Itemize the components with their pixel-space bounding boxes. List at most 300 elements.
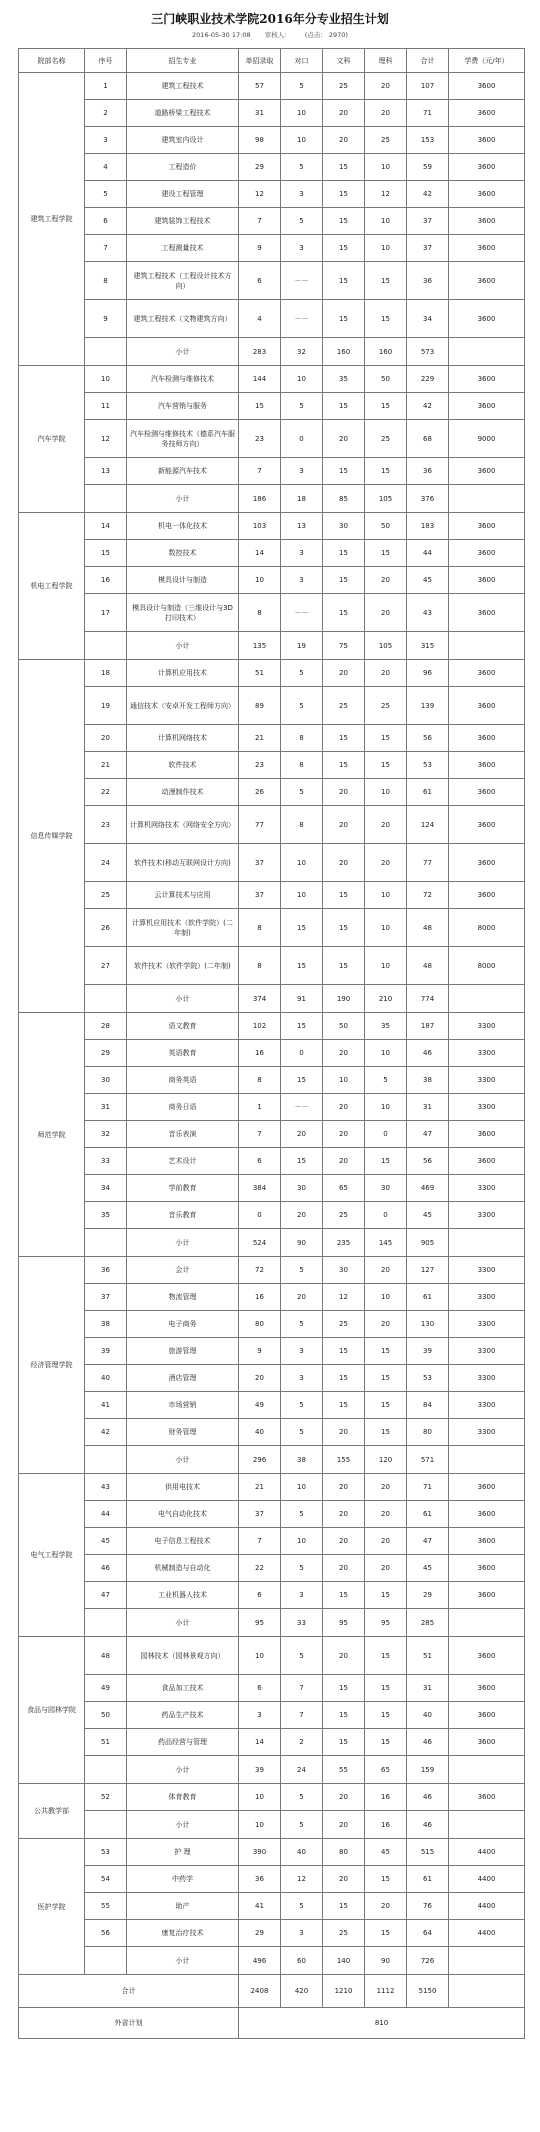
arts-cell: 15	[323, 1582, 365, 1609]
blank-cell	[85, 1609, 127, 1637]
major-cell: 助产	[127, 1893, 239, 1920]
tuition-cell: 3300	[449, 1202, 525, 1229]
vocational-cell: 20	[281, 1202, 323, 1229]
tuition-cell: 3600	[449, 366, 525, 393]
subtotal-science-cell: 16	[365, 1811, 407, 1839]
vocational-cell: 5	[281, 1784, 323, 1811]
arts-cell: 20	[323, 1637, 365, 1675]
total-cell: 130	[407, 1311, 449, 1338]
subtotal-vocational-cell: 91	[281, 985, 323, 1013]
subtotal-single-cell: 39	[239, 1756, 281, 1784]
science-cell: 20	[365, 660, 407, 687]
vocational-cell: 5	[281, 1419, 323, 1446]
seq-cell: 12	[85, 420, 127, 458]
tuition-cell: 3300	[449, 1013, 525, 1040]
major-cell: 计算机网络技术	[127, 725, 239, 752]
vocational-cell: －－	[281, 1094, 323, 1121]
tuition-cell: 9000	[449, 420, 525, 458]
science-cell: 10	[365, 779, 407, 806]
vocational-cell: 10	[281, 127, 323, 154]
major-cell: 康复治疗技术	[127, 1920, 239, 1947]
grand-total-vocational-cell: 420	[281, 1975, 323, 2008]
seq-cell: 8	[85, 262, 127, 300]
science-cell: 15	[365, 458, 407, 485]
tuition-cell: 3600	[449, 1702, 525, 1729]
subtotal-row	[19, 485, 525, 513]
table-row	[19, 208, 525, 235]
single-cell: 29	[239, 154, 281, 181]
table-row	[19, 1175, 525, 1202]
subtotal-arts-cell: 190	[323, 985, 365, 1013]
total-cell: 34	[407, 300, 449, 338]
subtotal-arts-cell: 75	[323, 632, 365, 660]
vocational-cell: 5	[281, 779, 323, 806]
major-cell: 电气自动化技术	[127, 1501, 239, 1528]
seq-cell: 19	[85, 687, 127, 725]
major-cell: 酒店管理	[127, 1365, 239, 1392]
single-cell: 8	[239, 947, 281, 985]
arts-cell: 35	[323, 366, 365, 393]
arts-cell: 15	[323, 594, 365, 632]
document-title: 三门峡职业技术学院2016年分专业招生计划	[151, 12, 389, 26]
vocational-cell: 2	[281, 1729, 323, 1756]
science-cell: 15	[365, 725, 407, 752]
college-name-cell: 电气工程学院	[19, 1474, 85, 1637]
major-cell: 软件技术(移动互联网设计方向)	[127, 844, 239, 882]
vocational-cell: 10	[281, 882, 323, 909]
vocational-cell: 40	[281, 1839, 323, 1866]
arts-cell: 15	[323, 947, 365, 985]
science-cell: 5	[365, 1067, 407, 1094]
subtotal-vocational-cell: 24	[281, 1756, 323, 1784]
tuition-cell: 3600	[449, 540, 525, 567]
seq-cell: 24	[85, 844, 127, 882]
science-cell: 20	[365, 73, 407, 100]
tuition-cell: 3300	[449, 1257, 525, 1284]
science-cell: 10	[365, 909, 407, 947]
major-cell: 机械制造与自动化	[127, 1555, 239, 1582]
science-cell: 15	[365, 1365, 407, 1392]
total-cell: 61	[407, 1501, 449, 1528]
vocational-cell: 5	[281, 1893, 323, 1920]
major-cell: 模具设计与制造	[127, 567, 239, 594]
enrollment-plan-table	[18, 48, 525, 2039]
out-of-province-value: 810	[239, 2008, 525, 2039]
subtotal-vocational-cell: 38	[281, 1446, 323, 1474]
vocational-cell: 0	[281, 420, 323, 458]
seq-cell: 29	[85, 1040, 127, 1067]
science-cell: 10	[365, 208, 407, 235]
header-vocational: 对口	[281, 49, 323, 73]
seq-cell: 7	[85, 235, 127, 262]
seq-cell: 37	[85, 1284, 127, 1311]
seq-cell: 10	[85, 366, 127, 393]
vocational-cell: 20	[281, 1284, 323, 1311]
tuition-cell: 3600	[449, 687, 525, 725]
seq-cell: 56	[85, 1920, 127, 1947]
tuition-cell: 3600	[449, 1501, 525, 1528]
major-cell: 英语教育	[127, 1040, 239, 1067]
subtotal-arts-cell: 155	[323, 1446, 365, 1474]
tuition-cell: 4400	[449, 1893, 525, 1920]
science-cell: 10	[365, 235, 407, 262]
subtotal-vocational-cell: 18	[281, 485, 323, 513]
major-cell: 市场营销	[127, 1392, 239, 1419]
total-cell: 48	[407, 909, 449, 947]
subtotal-arts-cell: 235	[323, 1229, 365, 1257]
seq-cell: 50	[85, 1702, 127, 1729]
tuition-cell: 3600	[449, 262, 525, 300]
table-row	[19, 1067, 525, 1094]
subtotal-single-cell: 524	[239, 1229, 281, 1257]
total-cell: 61	[407, 1866, 449, 1893]
science-cell: 15	[365, 300, 407, 338]
total-cell: 187	[407, 1013, 449, 1040]
total-cell: 72	[407, 882, 449, 909]
total-cell: 80	[407, 1419, 449, 1446]
science-cell: 20	[365, 1528, 407, 1555]
science-cell: 15	[365, 1582, 407, 1609]
tuition-cell: 3600	[449, 752, 525, 779]
arts-cell: 15	[323, 909, 365, 947]
total-cell: 71	[407, 100, 449, 127]
major-cell: 建筑室内设计	[127, 127, 239, 154]
seq-cell: 17	[85, 594, 127, 632]
arts-cell: 20	[323, 1555, 365, 1582]
tuition-cell: 3600	[449, 725, 525, 752]
tuition-cell: 3300	[449, 1311, 525, 1338]
table-row	[19, 1338, 525, 1365]
major-cell: 建筑工程技术	[127, 73, 239, 100]
science-cell: 20	[365, 594, 407, 632]
seq-cell: 4	[85, 154, 127, 181]
subtotal-arts-cell: 20	[323, 1811, 365, 1839]
arts-cell: 15	[323, 1338, 365, 1365]
seq-cell: 51	[85, 1729, 127, 1756]
tuition-cell: 3300	[449, 1338, 525, 1365]
tuition-cell: 8000	[449, 909, 525, 947]
tuition-cell: 3600	[449, 1148, 525, 1175]
subtotal-science-cell: 210	[365, 985, 407, 1013]
table-row	[19, 1784, 525, 1811]
table-row	[19, 1675, 525, 1702]
seq-cell: 53	[85, 1839, 127, 1866]
total-cell: 31	[407, 1675, 449, 1702]
single-cell: 6	[239, 262, 281, 300]
total-cell: 38	[407, 1067, 449, 1094]
table-row	[19, 1729, 525, 1756]
total-cell: 42	[407, 393, 449, 420]
tuition-cell: 3300	[449, 1284, 525, 1311]
table-row	[19, 1637, 525, 1675]
tuition-cell: 3600	[449, 127, 525, 154]
vocational-cell: 10	[281, 1528, 323, 1555]
tuition-cell: 3600	[449, 1555, 525, 1582]
major-cell: 音乐教育	[127, 1202, 239, 1229]
table-row	[19, 1474, 525, 1501]
seq-cell: 33	[85, 1148, 127, 1175]
total-cell: 46	[407, 1040, 449, 1067]
table-row	[19, 513, 525, 540]
subtotal-label: 小计	[127, 1811, 239, 1839]
college-name-cell: 信息传媒学院	[19, 660, 85, 1013]
subtotal-single-cell: 374	[239, 985, 281, 1013]
subtotal-science-cell: 160	[365, 338, 407, 366]
blank-cell	[449, 1947, 525, 1975]
vocational-cell: 3	[281, 1365, 323, 1392]
single-cell: 144	[239, 366, 281, 393]
science-cell: 15	[365, 1702, 407, 1729]
blank-cell	[449, 485, 525, 513]
single-cell: 3	[239, 1702, 281, 1729]
click-count: (点击： 2970)	[304, 31, 348, 39]
single-cell: 0	[239, 1202, 281, 1229]
subtotal-single-cell: 496	[239, 1947, 281, 1975]
subtotal-label: 小计	[127, 632, 239, 660]
single-cell: 29	[239, 1920, 281, 1947]
major-cell: 药品经营与管理	[127, 1729, 239, 1756]
major-cell: 药品生产技术	[127, 1702, 239, 1729]
tuition-cell: 3600	[449, 393, 525, 420]
grand-total-total-cell: 5150	[407, 1975, 449, 2008]
blank-cell	[449, 1229, 525, 1257]
science-cell: 25	[365, 127, 407, 154]
subtotal-arts-cell: 95	[323, 1609, 365, 1637]
major-cell: 会计	[127, 1257, 239, 1284]
major-cell: 学前教育	[127, 1175, 239, 1202]
seq-cell: 6	[85, 208, 127, 235]
arts-cell: 50	[323, 1013, 365, 1040]
seq-cell: 55	[85, 1893, 127, 1920]
single-cell: 10	[239, 1784, 281, 1811]
science-cell: 50	[365, 366, 407, 393]
subtotal-total-cell: 573	[407, 338, 449, 366]
seq-cell: 44	[85, 1501, 127, 1528]
vocational-cell: 5	[281, 1555, 323, 1582]
tuition-cell: 3600	[449, 154, 525, 181]
arts-cell: 15	[323, 300, 365, 338]
arts-cell: 15	[323, 1729, 365, 1756]
science-cell: 10	[365, 1040, 407, 1067]
vocational-cell: 8	[281, 806, 323, 844]
tuition-cell: 3600	[449, 1474, 525, 1501]
science-cell: 10	[365, 1094, 407, 1121]
vocational-cell: －－	[281, 594, 323, 632]
seq-cell: 13	[85, 458, 127, 485]
single-cell: 31	[239, 100, 281, 127]
science-cell: 20	[365, 567, 407, 594]
table-row	[19, 127, 525, 154]
single-cell: 23	[239, 752, 281, 779]
table-row	[19, 594, 525, 632]
total-cell: 107	[407, 73, 449, 100]
tuition-cell: 3300	[449, 1094, 525, 1121]
seq-cell: 28	[85, 1013, 127, 1040]
subtotal-arts-cell: 85	[323, 485, 365, 513]
single-cell: 7	[239, 1528, 281, 1555]
arts-cell: 15	[323, 540, 365, 567]
total-cell: 45	[407, 1555, 449, 1582]
table-row	[19, 1839, 525, 1866]
tuition-cell: 3600	[449, 1637, 525, 1675]
vocational-cell: 3	[281, 1920, 323, 1947]
table-row	[19, 947, 525, 985]
major-cell: 体育教育	[127, 1784, 239, 1811]
single-cell: 14	[239, 1729, 281, 1756]
college-name-cell: 师范学院	[19, 1013, 85, 1257]
college-name-cell: 建筑工程学院	[19, 73, 85, 366]
table-row	[19, 458, 525, 485]
single-cell: 7	[239, 1121, 281, 1148]
table-row	[19, 1392, 525, 1419]
vocational-cell: －－	[281, 300, 323, 338]
single-cell: 6	[239, 1582, 281, 1609]
science-cell: 15	[365, 1866, 407, 1893]
vocational-cell: 15	[281, 909, 323, 947]
tuition-cell: 4400	[449, 1920, 525, 1947]
vocational-cell: 15	[281, 1013, 323, 1040]
table-row	[19, 1920, 525, 1947]
major-cell: 旅游管理	[127, 1338, 239, 1365]
science-cell: 15	[365, 1148, 407, 1175]
vocational-cell: 5	[281, 1501, 323, 1528]
subtotal-single-cell: 296	[239, 1446, 281, 1474]
table-row	[19, 752, 525, 779]
college-name-cell: 食品与园林学院	[19, 1637, 85, 1784]
vocational-cell: 8	[281, 725, 323, 752]
blank-cell	[85, 1446, 127, 1474]
arts-cell: 15	[323, 882, 365, 909]
tuition-cell: 3600	[449, 1729, 525, 1756]
major-cell: 商务英语	[127, 1067, 239, 1094]
blank-cell	[85, 338, 127, 366]
single-cell: 21	[239, 1474, 281, 1501]
arts-cell: 15	[323, 1702, 365, 1729]
single-cell: 9	[239, 235, 281, 262]
table-row	[19, 882, 525, 909]
science-cell: 25	[365, 420, 407, 458]
single-cell: 16	[239, 1284, 281, 1311]
vocational-cell: 3	[281, 181, 323, 208]
subtotal-row	[19, 1947, 525, 1975]
table-row	[19, 1555, 525, 1582]
major-cell: 数控技术	[127, 540, 239, 567]
subtotal-vocational-cell: 33	[281, 1609, 323, 1637]
college-name-cell: 医护学院	[19, 1839, 85, 1975]
tuition-cell: 3600	[449, 1582, 525, 1609]
total-cell: 84	[407, 1392, 449, 1419]
seq-cell: 38	[85, 1311, 127, 1338]
total-cell: 36	[407, 458, 449, 485]
subtotal-row	[19, 1229, 525, 1257]
table-row	[19, 1528, 525, 1555]
seq-cell: 34	[85, 1175, 127, 1202]
subtotal-row	[19, 1811, 525, 1839]
tuition-cell: 4400	[449, 1866, 525, 1893]
tuition-cell: 3300	[449, 1365, 525, 1392]
major-cell: 计算机应用技术	[127, 660, 239, 687]
grand-total-label: 合计	[19, 1975, 239, 2008]
table-row	[19, 540, 525, 567]
arts-cell: 15	[323, 567, 365, 594]
arts-cell: 25	[323, 1202, 365, 1229]
major-cell: 软件技术（软件学院）(二年制)	[127, 947, 239, 985]
single-cell: 8	[239, 594, 281, 632]
total-cell: 53	[407, 1365, 449, 1392]
vocational-cell: 20	[281, 1121, 323, 1148]
table-row	[19, 1121, 525, 1148]
single-cell: 41	[239, 1893, 281, 1920]
subtotal-science-cell: 120	[365, 1446, 407, 1474]
science-cell: 15	[365, 1920, 407, 1947]
table-row	[19, 1365, 525, 1392]
single-cell: 390	[239, 1839, 281, 1866]
tuition-cell: 3300	[449, 1040, 525, 1067]
vocational-cell: 3	[281, 1338, 323, 1365]
document-meta	[0, 30, 540, 39]
seq-cell: 11	[85, 393, 127, 420]
table-row	[19, 909, 525, 947]
total-cell: 36	[407, 262, 449, 300]
total-cell: 61	[407, 779, 449, 806]
single-cell: 4	[239, 300, 281, 338]
total-cell: 127	[407, 1257, 449, 1284]
vocational-cell: 0	[281, 1040, 323, 1067]
subtotal-science-cell: 145	[365, 1229, 407, 1257]
single-cell: 51	[239, 660, 281, 687]
seq-cell: 31	[85, 1094, 127, 1121]
vocational-cell: 15	[281, 1148, 323, 1175]
single-cell: 57	[239, 73, 281, 100]
major-cell: 物流管理	[127, 1284, 239, 1311]
major-cell: 中药学	[127, 1866, 239, 1893]
arts-cell: 20	[323, 844, 365, 882]
blank-cell	[449, 632, 525, 660]
blank-cell	[85, 1756, 127, 1784]
subtotal-total-cell: 726	[407, 1947, 449, 1975]
table-row	[19, 154, 525, 181]
blank-cell	[449, 985, 525, 1013]
header-science: 理科	[365, 49, 407, 73]
seq-cell: 35	[85, 1202, 127, 1229]
total-cell: 47	[407, 1528, 449, 1555]
vocational-cell: 8	[281, 752, 323, 779]
science-cell: 25	[365, 687, 407, 725]
major-cell: 艺术设计	[127, 1148, 239, 1175]
subtotal-row	[19, 985, 525, 1013]
subtotal-science-cell: 90	[365, 1947, 407, 1975]
single-cell: 8	[239, 909, 281, 947]
table-body	[19, 73, 525, 2039]
tuition-cell: 3600	[449, 1528, 525, 1555]
arts-cell: 15	[323, 458, 365, 485]
single-cell: 10	[239, 567, 281, 594]
arts-cell: 20	[323, 1419, 365, 1446]
arts-cell: 25	[323, 73, 365, 100]
table-row	[19, 1311, 525, 1338]
arts-cell: 15	[323, 1365, 365, 1392]
subtotal-science-cell: 95	[365, 1609, 407, 1637]
major-cell: 园林技术（园林景观方向）	[127, 1637, 239, 1675]
arts-cell: 15	[323, 725, 365, 752]
major-cell: 通信技术（安卓开发工程师方向）	[127, 687, 239, 725]
tuition-cell: 3600	[449, 806, 525, 844]
table-row	[19, 1013, 525, 1040]
grand-total-arts-cell: 1210	[323, 1975, 365, 2008]
arts-cell: 20	[323, 1121, 365, 1148]
major-cell: 工程测量技术	[127, 235, 239, 262]
seq-cell: 47	[85, 1582, 127, 1609]
